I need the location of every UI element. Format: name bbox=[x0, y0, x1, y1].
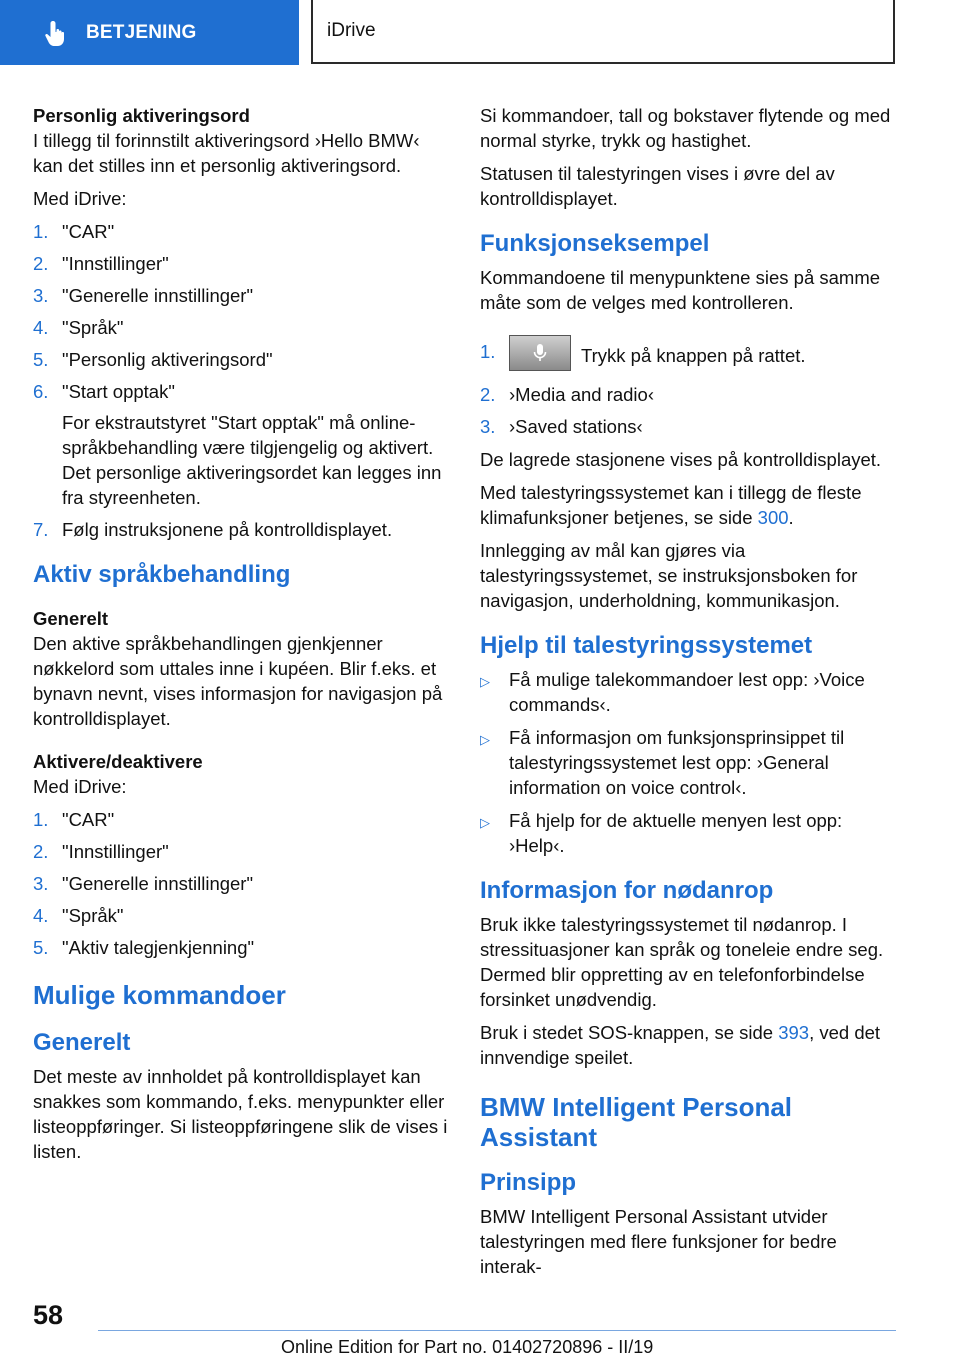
step-text: "Generelle innstillinger" bbox=[62, 873, 254, 894]
step-text: Trykk på knappen på rattet. bbox=[581, 344, 806, 366]
bullet-text: Få mulige talekommandoer lest opp: ›Voice commands‹. bbox=[509, 669, 865, 715]
list-item bbox=[33, 219, 453, 244]
list-item bbox=[480, 382, 900, 407]
chapter-heading: Mulige kommandoer bbox=[33, 980, 286, 1010]
list-item bbox=[480, 339, 900, 375]
section-tab bbox=[0, 0, 299, 65]
triangle-bullet-icon: ▷ bbox=[480, 732, 490, 747]
step-number: 1. bbox=[33, 809, 49, 830]
triangle-bullet-icon: ▷ bbox=[480, 815, 490, 830]
paragraph: Statusen til talestyringen vises i øvre del av kontrolldisplayet. bbox=[480, 163, 835, 209]
step-text: Følg instruksjonene på kontrolldisplayet. bbox=[62, 519, 393, 540]
step-number: 2. bbox=[33, 841, 49, 862]
step-number: 3. bbox=[33, 873, 49, 894]
section-heading: Informasjon for nødanrop bbox=[480, 877, 774, 904]
paragraph-text: Med talestyringssystemet kan i tillegg de fleste klimafunksjoner betjenes, se side bbox=[480, 482, 862, 528]
paragraph: Med iDrive: bbox=[33, 776, 127, 797]
step-number: 5. bbox=[33, 937, 49, 958]
triangle-bullet-icon: ▷ bbox=[480, 674, 490, 689]
section-heading: Generelt bbox=[33, 1029, 131, 1056]
subsection-title: Aktivere/deaktivere bbox=[33, 751, 203, 772]
step-list bbox=[480, 339, 900, 439]
paragraph bbox=[480, 480, 900, 530]
step-number: 3. bbox=[480, 416, 496, 437]
step-number: 6. bbox=[33, 381, 49, 402]
step-text: "Innstillinger" bbox=[62, 253, 169, 274]
step-number: 4. bbox=[33, 317, 49, 338]
step-number: 3. bbox=[33, 285, 49, 306]
page-link-300[interactable]: 300 bbox=[757, 507, 789, 528]
hand-pointer-icon bbox=[44, 19, 70, 47]
voice-button-image bbox=[509, 335, 571, 371]
list-item bbox=[33, 871, 453, 896]
step-note: For ekstrautstyret "Start opptak" må online-språkbehandling være tilgjengelig og aktivert. Det personlige aktiveringsordet kan legges inn fra styreenheten. bbox=[62, 412, 442, 508]
footer-divider bbox=[98, 1330, 896, 1331]
list-item bbox=[33, 839, 453, 864]
step-number: 5. bbox=[33, 349, 49, 370]
paragraph: De lagrede stasjonene vises på kontrolldisplayet. bbox=[480, 449, 882, 470]
list-item bbox=[33, 935, 453, 960]
step-text: "Aktiv talegjenkjenning" bbox=[62, 937, 255, 958]
microphone-icon bbox=[532, 343, 548, 363]
paragraph-text: , ved det innvendige speilet. bbox=[480, 1022, 881, 1068]
step-number: 2. bbox=[33, 253, 49, 274]
list-item bbox=[33, 315, 453, 340]
section-heading: Hjelp til talestyringssystemet bbox=[480, 632, 813, 659]
list-item bbox=[480, 667, 900, 717]
paragraph: I tillegg til forinnstilt aktiveringsord ›Hello BMW‹ kan det stilles inn et personlig aktiveringsord. bbox=[33, 130, 420, 176]
list-item bbox=[33, 807, 453, 832]
chapter-header bbox=[311, 0, 895, 64]
list-item bbox=[33, 283, 453, 308]
paragraph: Kommandoene til menypunktene sies på samme måte som de velges med kontrolleren. bbox=[480, 267, 881, 313]
chapter-title: iDrive bbox=[327, 20, 376, 41]
subsection-title: Generelt bbox=[33, 608, 109, 629]
section-heading: Funksjonseksempel bbox=[480, 230, 710, 257]
subsection-title: Personlig aktiveringsord bbox=[33, 105, 250, 126]
page-link-393[interactable]: 393 bbox=[778, 1022, 810, 1043]
list-item bbox=[33, 347, 453, 372]
paragraph: Med iDrive: bbox=[33, 188, 127, 209]
step-text: "Start opptak" bbox=[62, 381, 175, 402]
list-item bbox=[33, 517, 453, 542]
list-item bbox=[33, 903, 453, 928]
step-number: 2. bbox=[480, 384, 496, 405]
step-text: "CAR" bbox=[62, 809, 115, 830]
chapter-heading: BMW Intelligent Personal Assistant bbox=[480, 1092, 793, 1152]
paragraph: Den aktive språkbehandlingen gjenkjenner nøkkelord som uttales inne i kupéen. Blir f.eks. et bynavn nevnt, vises informasjon for navigasjon på kontrolldisplayet. bbox=[33, 633, 443, 729]
step-text: "Språk" bbox=[62, 317, 124, 338]
paragraph-text: . bbox=[788, 507, 794, 528]
step-number: 7. bbox=[33, 519, 49, 540]
step-list bbox=[33, 807, 453, 960]
section-heading: Prinsipp bbox=[480, 1169, 577, 1196]
page-number: 58 bbox=[33, 1300, 64, 1330]
step-text: "CAR" bbox=[62, 221, 115, 242]
section-heading: Aktiv språkbehandling bbox=[33, 561, 291, 588]
list-item bbox=[480, 808, 900, 858]
step-text: "Generelle innstillinger" bbox=[62, 285, 254, 306]
list-item bbox=[480, 414, 900, 439]
step-text: "Personlig aktiveringsord" bbox=[62, 349, 273, 370]
right-column bbox=[480, 103, 900, 1287]
bullet-text: Få informasjon om funksjonsprinsippet til talestyringssystemet lest opp: ›General information on voice control‹. bbox=[509, 727, 845, 798]
list-item bbox=[480, 725, 900, 800]
bullet-text: Få hjelp for de aktuelle menyen lest opp: ›Help‹. bbox=[509, 810, 843, 856]
list-item bbox=[33, 251, 453, 276]
list-item bbox=[33, 379, 453, 510]
paragraph: Innlegging av mål kan gjøres via talestyringssystemet, se instruksjonsboken for navigasjon, underholdning, kommunikasjon. bbox=[480, 540, 858, 611]
footer-edition: Online Edition for Part no. 01402720896 - II/19 bbox=[281, 1337, 654, 1357]
paragraph: BMW Intelligent Personal Assistant utvider talestyringen med flere funksjoner for bedre interak- bbox=[480, 1206, 837, 1277]
bullet-list bbox=[480, 667, 900, 858]
step-list bbox=[33, 219, 453, 542]
step-number: 1. bbox=[480, 341, 496, 362]
paragraph: Bruk ikke talestyringssystemet til nødanrop. I stressituasjoner kan språk og toneleie endre seg. Dermed blir oppretting av en telefonforbindelse forsinket unødvendig. bbox=[480, 914, 884, 1010]
step-text: "Innstillinger" bbox=[62, 841, 169, 862]
section-tab-label: BETJENING bbox=[86, 21, 197, 43]
step-text: "Språk" bbox=[62, 905, 124, 926]
step-text: ›Media and radio‹ bbox=[509, 384, 654, 405]
paragraph bbox=[480, 1020, 900, 1070]
paragraph: Si kommandoer, tall og bokstaver flytende og med normal styrke, trykk og hastighet. bbox=[480, 105, 891, 151]
step-number: 1. bbox=[33, 221, 49, 242]
left-column bbox=[33, 103, 453, 1172]
paragraph: Det meste av innholdet på kontrolldisplayet kan snakkes som kommando, f.eks. menypunkter eller listeoppføringer. Si listeoppføringene slik de vises i listen. bbox=[33, 1066, 448, 1162]
step-text: ›Saved stations‹ bbox=[509, 416, 643, 437]
step-number: 4. bbox=[33, 905, 49, 926]
paragraph-text: Bruk i stedet SOS-knappen, se side bbox=[480, 1022, 779, 1043]
